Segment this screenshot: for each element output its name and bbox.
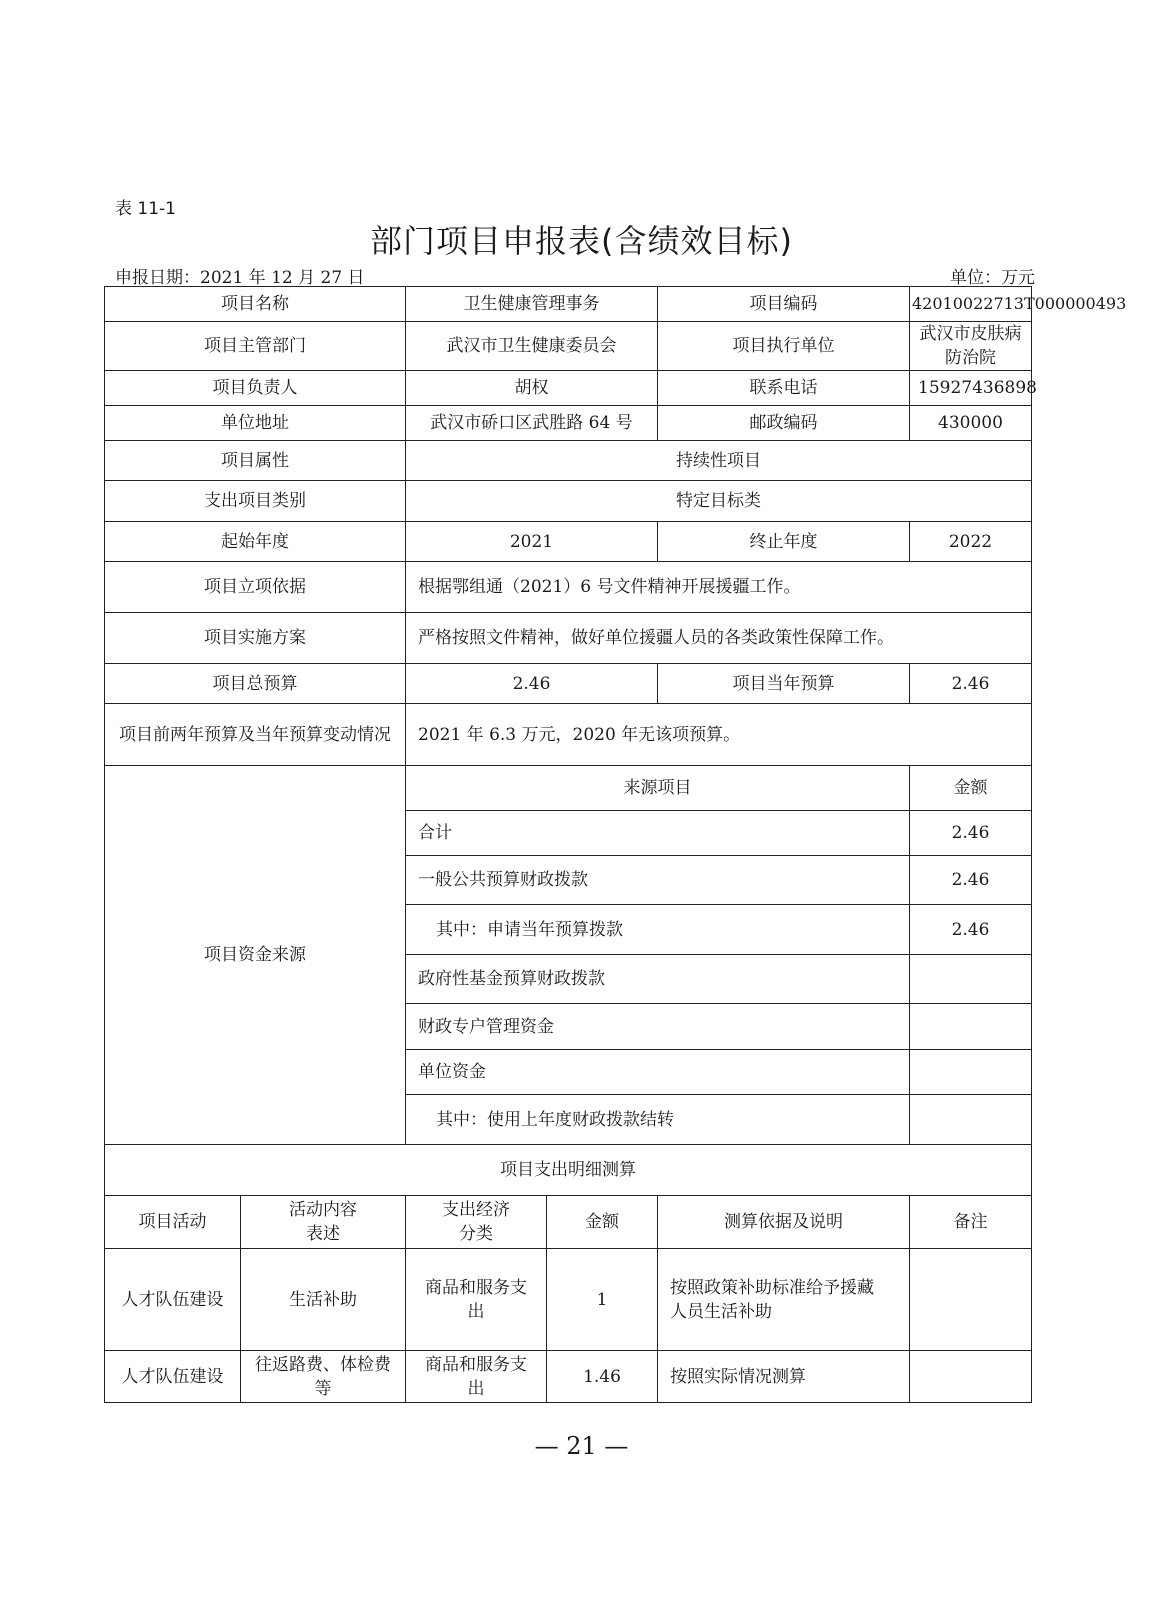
field-label: 项目负责人 (105, 371, 406, 406)
column-header: 来源项目 (406, 766, 910, 811)
table-row (105, 1145, 1032, 1196)
column-header: 支出经济分类 (406, 1196, 547, 1249)
project-form-table (104, 286, 1127, 1403)
table-row (105, 287, 1032, 322)
detail-category: 商品和服务支出 (406, 1249, 547, 1351)
table-row (105, 322, 1032, 371)
column-header: 金额 (910, 766, 1032, 811)
column-header: 金额 (547, 1196, 658, 1249)
funding-amount (910, 1004, 1032, 1050)
funding-source: 政府性基金预算财政拨款 (406, 955, 910, 1004)
field-label: 联系电话 (658, 371, 910, 406)
table-row (105, 1196, 1032, 1249)
funding-label: 项目资金来源 (105, 766, 406, 1145)
field-value: 2021 (406, 522, 658, 562)
field-label: 项目名称 (105, 287, 406, 322)
detail-amount: 1.46 (547, 1351, 658, 1403)
field-label: 项目前两年预算及当年预算变动情况 (105, 704, 406, 766)
table-row (105, 1351, 1032, 1403)
funding-amount (910, 1095, 1032, 1145)
table-row (105, 406, 1032, 441)
unit-label: 单位：万元 (950, 268, 1035, 288)
funding-amount: 2.46 (910, 856, 1032, 905)
field-label: 支出项目类别 (105, 481, 406, 522)
detail-activity: 人才队伍建设 (105, 1249, 241, 1351)
funding-amount (910, 1050, 1032, 1095)
field-label: 单位地址 (105, 406, 406, 441)
field-value: 严格按照文件精神，做好单位援疆人员的各类政策性保障工作。 (406, 613, 1032, 664)
table-row (105, 704, 1032, 766)
field-value: 2.46 (406, 664, 658, 704)
table-number: 表 11-1 (115, 199, 176, 219)
report-date: 申报日期：2021 年 12 月 27 日 (115, 268, 365, 288)
detail-amount: 1 (547, 1249, 658, 1351)
page-title: 部门项目申报表(含绩效目标) (370, 222, 793, 260)
field-label: 项目立项依据 (105, 562, 406, 613)
funding-amount: 2.46 (910, 905, 1032, 955)
table-row (105, 1249, 1032, 1351)
field-value: 胡权 (406, 371, 658, 406)
field-value: 15927436898 (910, 371, 1032, 406)
column-header: 测算依据及说明 (658, 1196, 910, 1249)
field-value: 42010022713T000000493 (910, 287, 1032, 322)
field-value: 卫生健康管理事务 (406, 287, 658, 322)
detail-activity: 人才队伍建设 (105, 1351, 241, 1403)
column-header: 备注 (910, 1196, 1032, 1249)
field-label: 项目主管部门 (105, 322, 406, 371)
page-number: — 21 — (534, 1432, 629, 1460)
field-label: 项目编码 (658, 287, 910, 322)
funding-source: 其中：申请当年预算拨款 (406, 905, 910, 955)
column-header: 活动内容表述 (241, 1196, 406, 1249)
field-value: 2021 年 6.3 万元，2020 年无该项预算。 (406, 704, 1032, 766)
detail-basis: 按照政策补助标准给予援藏人员生活补助 (658, 1249, 910, 1351)
field-value: 2022 (910, 522, 1032, 562)
table-row (105, 562, 1032, 613)
field-label: 项目总预算 (105, 664, 406, 704)
detail-note (910, 1351, 1032, 1403)
table-row (105, 766, 1032, 811)
table-row (105, 664, 1032, 704)
table-row (105, 371, 1032, 406)
funding-source: 一般公共预算财政拨款 (406, 856, 910, 905)
table-row (105, 481, 1032, 522)
funding-source: 单位资金 (406, 1050, 910, 1095)
field-label: 起始年度 (105, 522, 406, 562)
field-value: 武汉市硚口区武胜路 64 号 (406, 406, 658, 441)
field-value: 根据鄂组通（2021）6 号文件精神开展援疆工作。 (406, 562, 1032, 613)
field-label: 项目实施方案 (105, 613, 406, 664)
field-value: 2.46 (910, 664, 1032, 704)
funding-amount: 2.46 (910, 811, 1032, 856)
detail-content: 生活补助 (241, 1249, 406, 1351)
field-value: 武汉市卫生健康委员会 (406, 322, 658, 371)
detail-basis: 按照实际情况测算 (658, 1351, 910, 1403)
table-row (105, 613, 1032, 664)
field-label: 邮政编码 (658, 406, 910, 441)
field-value: 武汉市皮肤病防治院 (910, 322, 1032, 371)
detail-content: 往返路费、体检费等 (241, 1351, 406, 1403)
detail-note (910, 1249, 1032, 1351)
funding-source: 合计 (406, 811, 910, 856)
section-title: 项目支出明细测算 (105, 1145, 1032, 1196)
table-row (105, 441, 1032, 481)
field-value: 特定目标类 (406, 481, 1032, 522)
funding-source: 其中：使用上年度财政拨款结转 (406, 1095, 910, 1145)
funding-amount (910, 955, 1032, 1004)
table-row (105, 522, 1032, 562)
column-header: 项目活动 (105, 1196, 241, 1249)
detail-category: 商品和服务支出 (406, 1351, 547, 1403)
field-label: 终止年度 (658, 522, 910, 562)
field-label: 项目执行单位 (658, 322, 910, 371)
field-value: 持续性项目 (406, 441, 1032, 481)
field-label: 项目当年预算 (658, 664, 910, 704)
field-label: 项目属性 (105, 441, 406, 481)
funding-source: 财政专户管理资金 (406, 1004, 910, 1050)
field-value: 430000 (910, 406, 1032, 441)
